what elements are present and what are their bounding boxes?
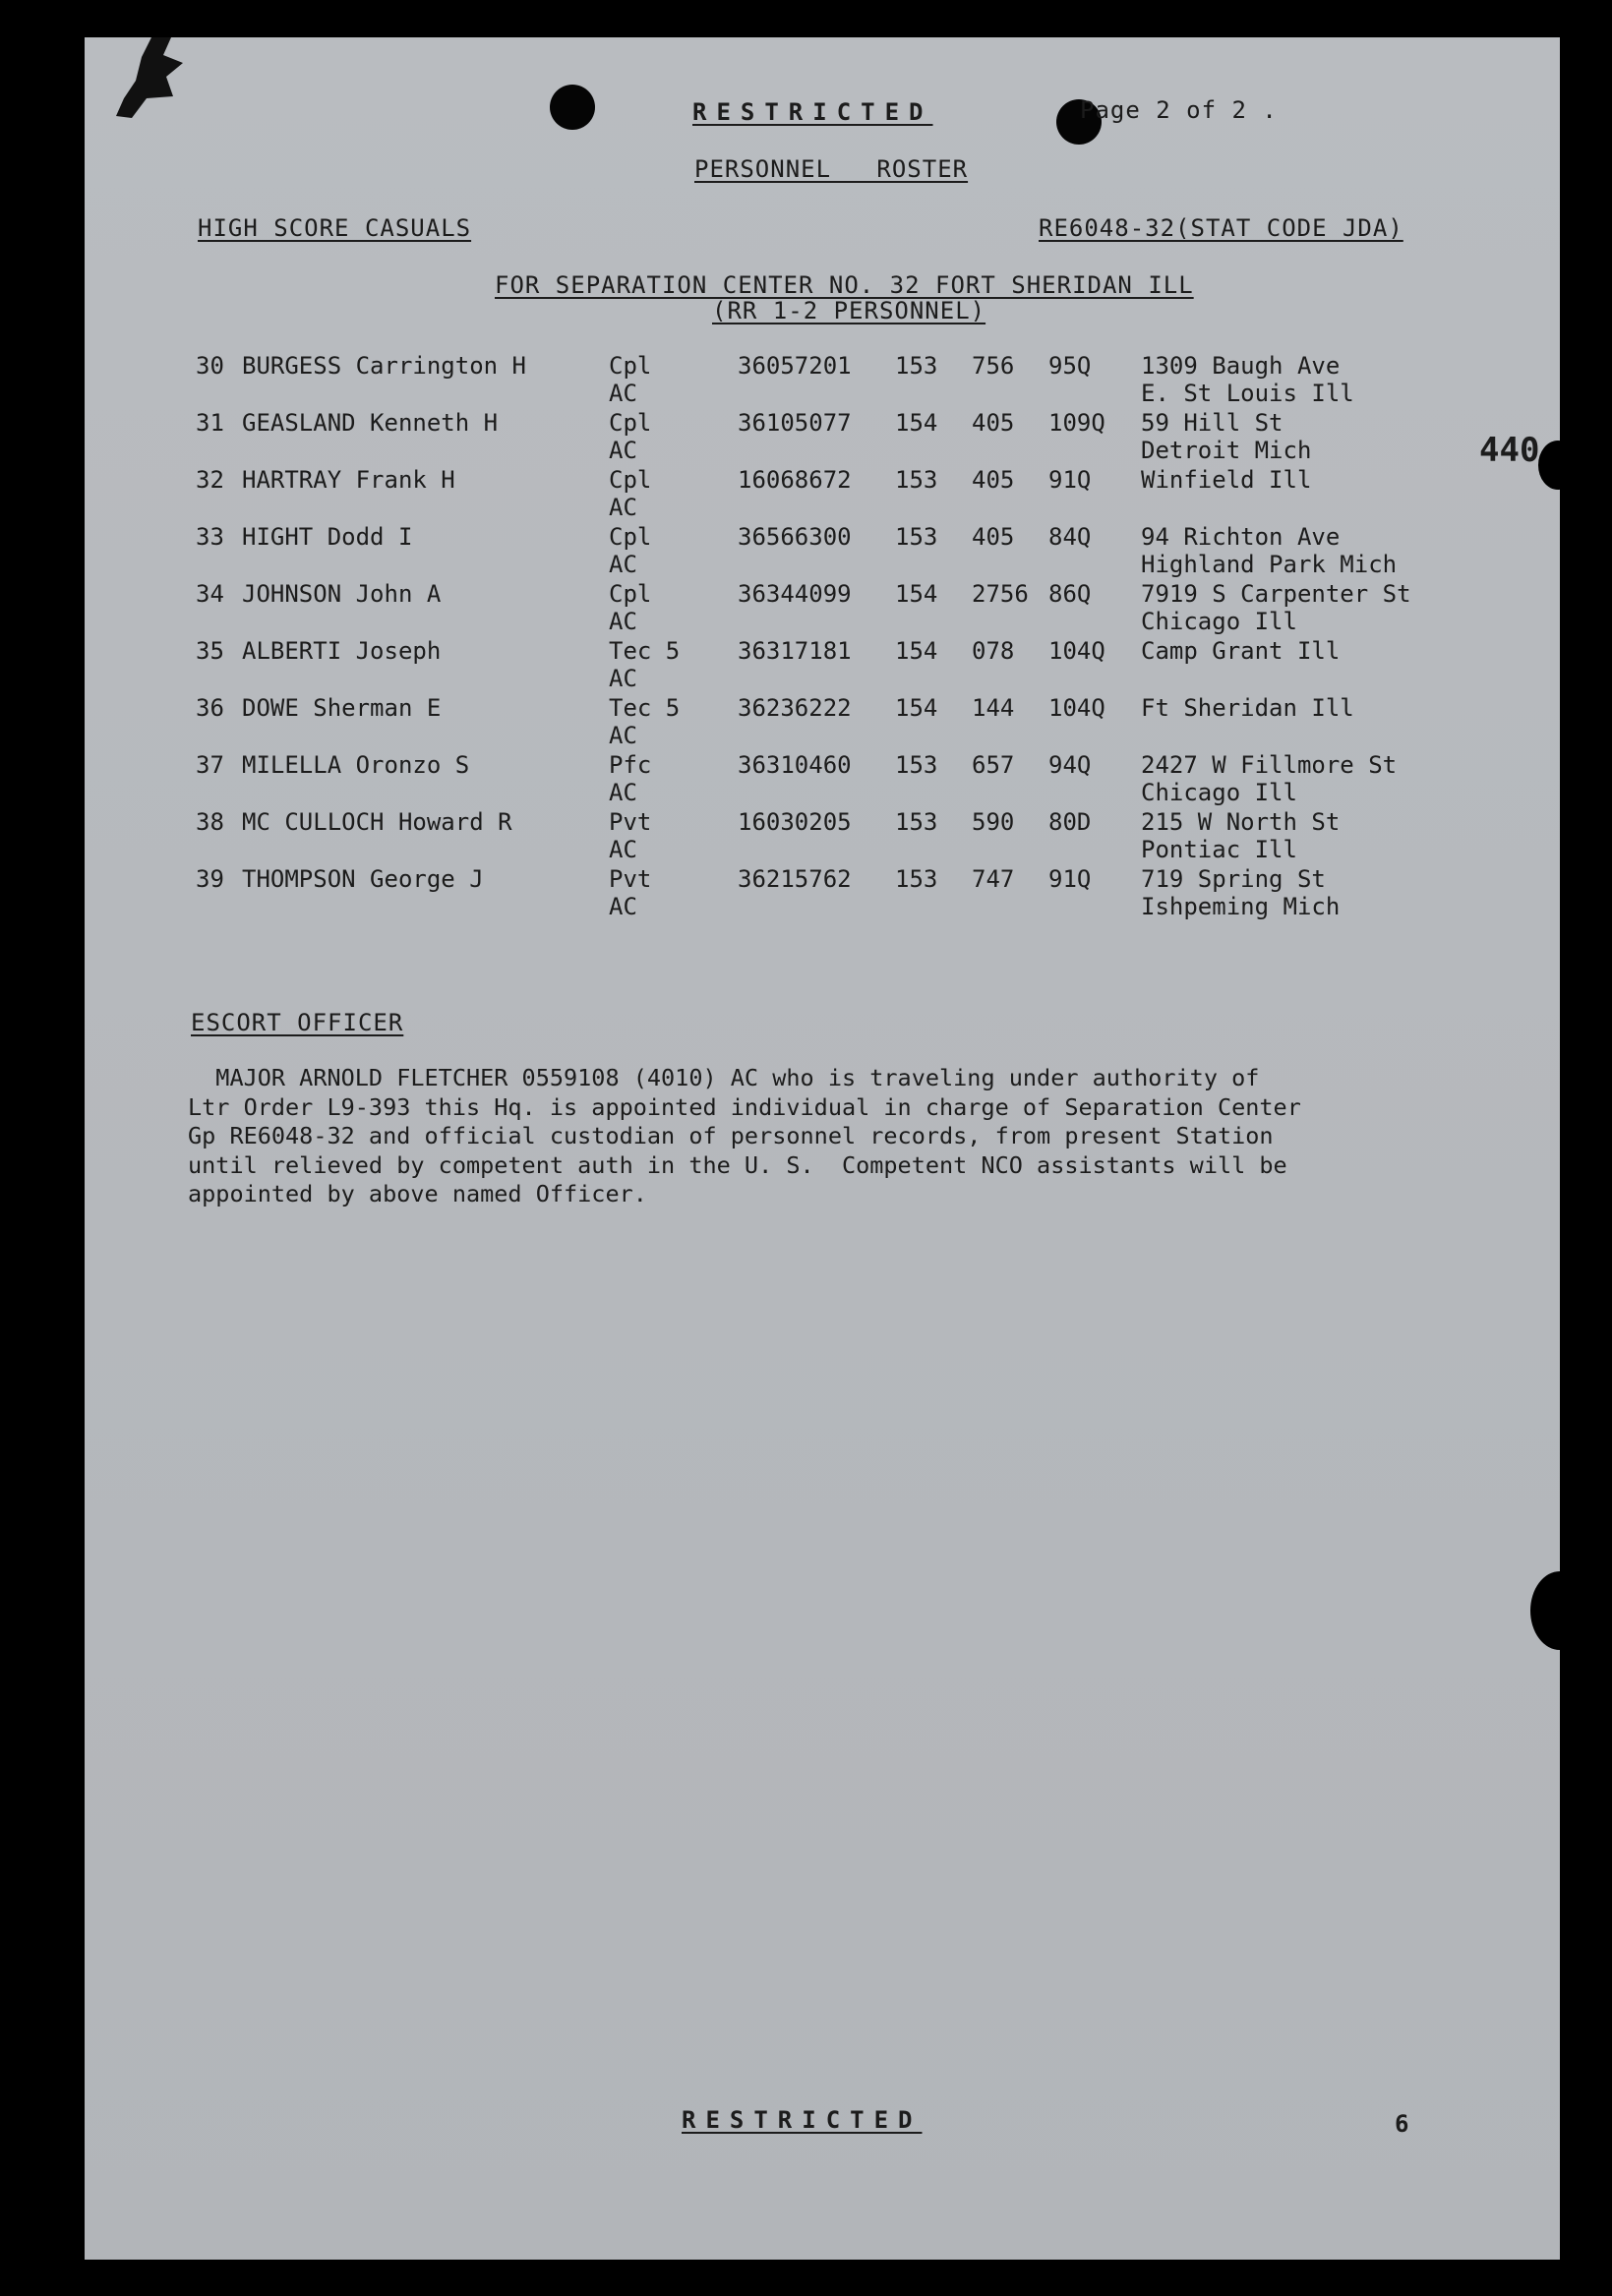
roster-score: 104Q [1048,637,1105,665]
roster-addr1: Winfield Ill [1141,466,1312,494]
roster-code: 153 [895,523,938,551]
roster-score: 86Q [1048,580,1092,608]
roster-code: 154 [895,637,938,665]
roster-row [85,865,1560,920]
roster-serial: 16030205 [738,808,852,836]
roster-mos: 405 [972,523,1015,551]
roster-row [85,694,1560,749]
punch-hole-left [550,85,595,130]
roster-mos: 657 [972,751,1015,779]
roster-addr1: Camp Grant Ill [1141,637,1341,665]
roster-code: 153 [895,865,938,893]
roster-serial: 36057201 [738,352,852,380]
roster-branch: AC [609,665,637,692]
roster-code: 154 [895,580,938,608]
escort-line: Gp RE6048-32 and official custodian of personnel records, from present Station [188,1122,1274,1149]
escort-line: Ltr Order L9-393 this Hq. is appointed individual in charge of Separation Center [188,1092,1301,1121]
roster-branch: AC [609,779,637,806]
roster-serial: 16068672 [738,466,852,494]
roster-serial: 36215762 [738,865,852,893]
roster-addr2: E. St Louis Ill [1141,380,1354,407]
roster-serial: 36236222 [738,694,852,722]
roster-row [85,751,1560,806]
roster-serial: 36317181 [738,637,852,665]
roster-row [85,466,1560,521]
roster-score: 94Q [1048,751,1092,779]
roster-name: GEASLAND Kenneth H [242,409,499,437]
roster-num: 32 [196,466,224,494]
page-mark: 6 [1395,2110,1410,2138]
roster-score: 109Q [1048,409,1105,437]
roster-mos: 078 [972,637,1015,665]
roster-num: 37 [196,751,224,779]
roster-num: 35 [196,637,224,665]
roster-addr2: Chicago Ill [1141,608,1297,635]
roster-branch: AC [609,836,637,863]
escort-paragraph [188,1064,1301,1209]
roster-serial: 36344099 [738,580,852,608]
destination-line1: FOR SEPARATION CENTER NO. 32 FORT SHERIDAN ILL [495,271,1194,299]
roster-name: HIGHT Dodd I [242,523,413,551]
roster-name: HARTRAY Frank H [242,466,455,494]
group-right: RE6048-32(STAT CODE JDA) [1039,214,1403,242]
roster-rank: Cpl [609,352,652,380]
roster-score: 91Q [1048,466,1092,494]
restricted-top: RESTRICTED [692,98,933,126]
roster-branch: AC [609,551,637,578]
roster-row [85,352,1560,407]
roster-rank: Cpl [609,580,652,608]
roster-serial: 36566300 [738,523,852,551]
roster-name: MC CULLOCH Howard R [242,808,512,836]
roster-branch: AC [609,380,637,407]
roster-addr2: Ishpeming Mich [1141,893,1341,920]
roster-addr2: Chicago Ill [1141,779,1297,806]
page-label: Page 2 of 2 . [1080,96,1278,124]
roster-rank: Cpl [609,409,652,437]
roster-mos: 747 [972,865,1015,893]
roster-addr2: Detroit Mich [1141,437,1312,464]
roster-branch: AC [609,722,637,749]
roster-name: THOMPSON George J [242,865,484,893]
escort-heading: ESCORT OFFICER [191,1009,404,1036]
roster-code: 153 [895,808,938,836]
roster-addr1: 719 Spring St [1141,865,1326,893]
roster-mos: 756 [972,352,1015,380]
escort-line: until relieved by competent auth in the U. S. Competent NCO assistants will be [188,1150,1287,1179]
group-left: HIGH SCORE CASUALS [198,214,472,242]
restricted-bottom: RESTRICTED [682,2106,923,2134]
roster-num: 31 [196,409,224,437]
roster-num: 33 [196,523,224,551]
roster-name: BURGESS Carrington H [242,352,526,380]
roster-addr1: 94 Richton Ave [1141,523,1341,551]
destination-line2: (RR 1-2 PERSONNEL) [712,297,986,324]
roster-branch: AC [609,893,637,920]
roster-score: 95Q [1048,352,1092,380]
roster-addr1: 59 Hill St [1141,409,1284,437]
roster-rank: Pfc [609,751,652,779]
roster-addr2: Highland Park Mich [1141,551,1398,578]
roster-rank: Cpl [609,523,652,551]
roster-addr1: 1309 Baugh Ave [1141,352,1341,380]
roster-branch: AC [609,437,637,464]
roster-addr2: Pontiac Ill [1141,836,1297,863]
document-page [85,37,1560,2260]
roster-row [85,409,1560,464]
roster-name: MILELLA Oronzo S [242,751,470,779]
roster-mos: 2756 [972,580,1029,608]
roster-mos: 590 [972,808,1015,836]
escort-line: appointed by above named Officer. [188,1180,647,1207]
roster-mos: 405 [972,409,1015,437]
roster-addr1: Ft Sheridan Ill [1141,694,1354,722]
roster-code: 153 [895,466,938,494]
roster-score: 84Q [1048,523,1092,551]
roster-name: ALBERTI Joseph [242,637,442,665]
roster-rank: AC [609,608,637,635]
roster-num: 34 [196,580,224,608]
roster-addr1: 7919 S Carpenter St [1141,580,1411,608]
roster-code: 153 [895,751,938,779]
roster-num: 39 [196,865,224,893]
roster-code: 153 [895,352,938,380]
roster-num: 38 [196,808,224,836]
roster-score: 80D [1048,808,1092,836]
roster-name: JOHNSON John A [242,580,442,608]
roster-row [85,523,1560,578]
roster-mos: 144 [972,694,1015,722]
roster-score: 104Q [1048,694,1105,722]
roster-serial: 36310460 [738,751,852,779]
roster-rank: Tec 5 [609,694,681,722]
edge-notch [1530,1571,1560,1650]
roster-code: 154 [895,409,938,437]
roster-num: 36 [196,694,224,722]
roster-rank: Cpl [609,466,652,494]
roster-row [85,808,1560,863]
roster-num: 30 [196,352,224,380]
roster-rank: Tec 5 [609,637,681,665]
roster-addr1: 2427 W Fillmore St [1141,751,1398,779]
roster-score: 91Q [1048,865,1092,893]
roster-addr1: 215 W North St [1141,808,1341,836]
roster-title: PERSONNEL _ ROSTER [694,155,969,183]
roster-rank: Pvt [609,808,652,836]
escort-line: MAJOR ARNOLD FLETCHER 0559108 (4010) AC who is traveling under authority of [188,1064,1260,1091]
roster-name: DOWE Sherman E [242,694,442,722]
roster-code: 154 [895,694,938,722]
roster-branch: AC [609,494,637,521]
roster-rank: Pvt [609,865,652,893]
roster-row [85,637,1560,692]
roster-mos: 405 [972,466,1015,494]
tear-mark [112,37,201,136]
side-number: 440 [1479,431,1540,470]
roster-serial: 36105077 [738,409,852,437]
